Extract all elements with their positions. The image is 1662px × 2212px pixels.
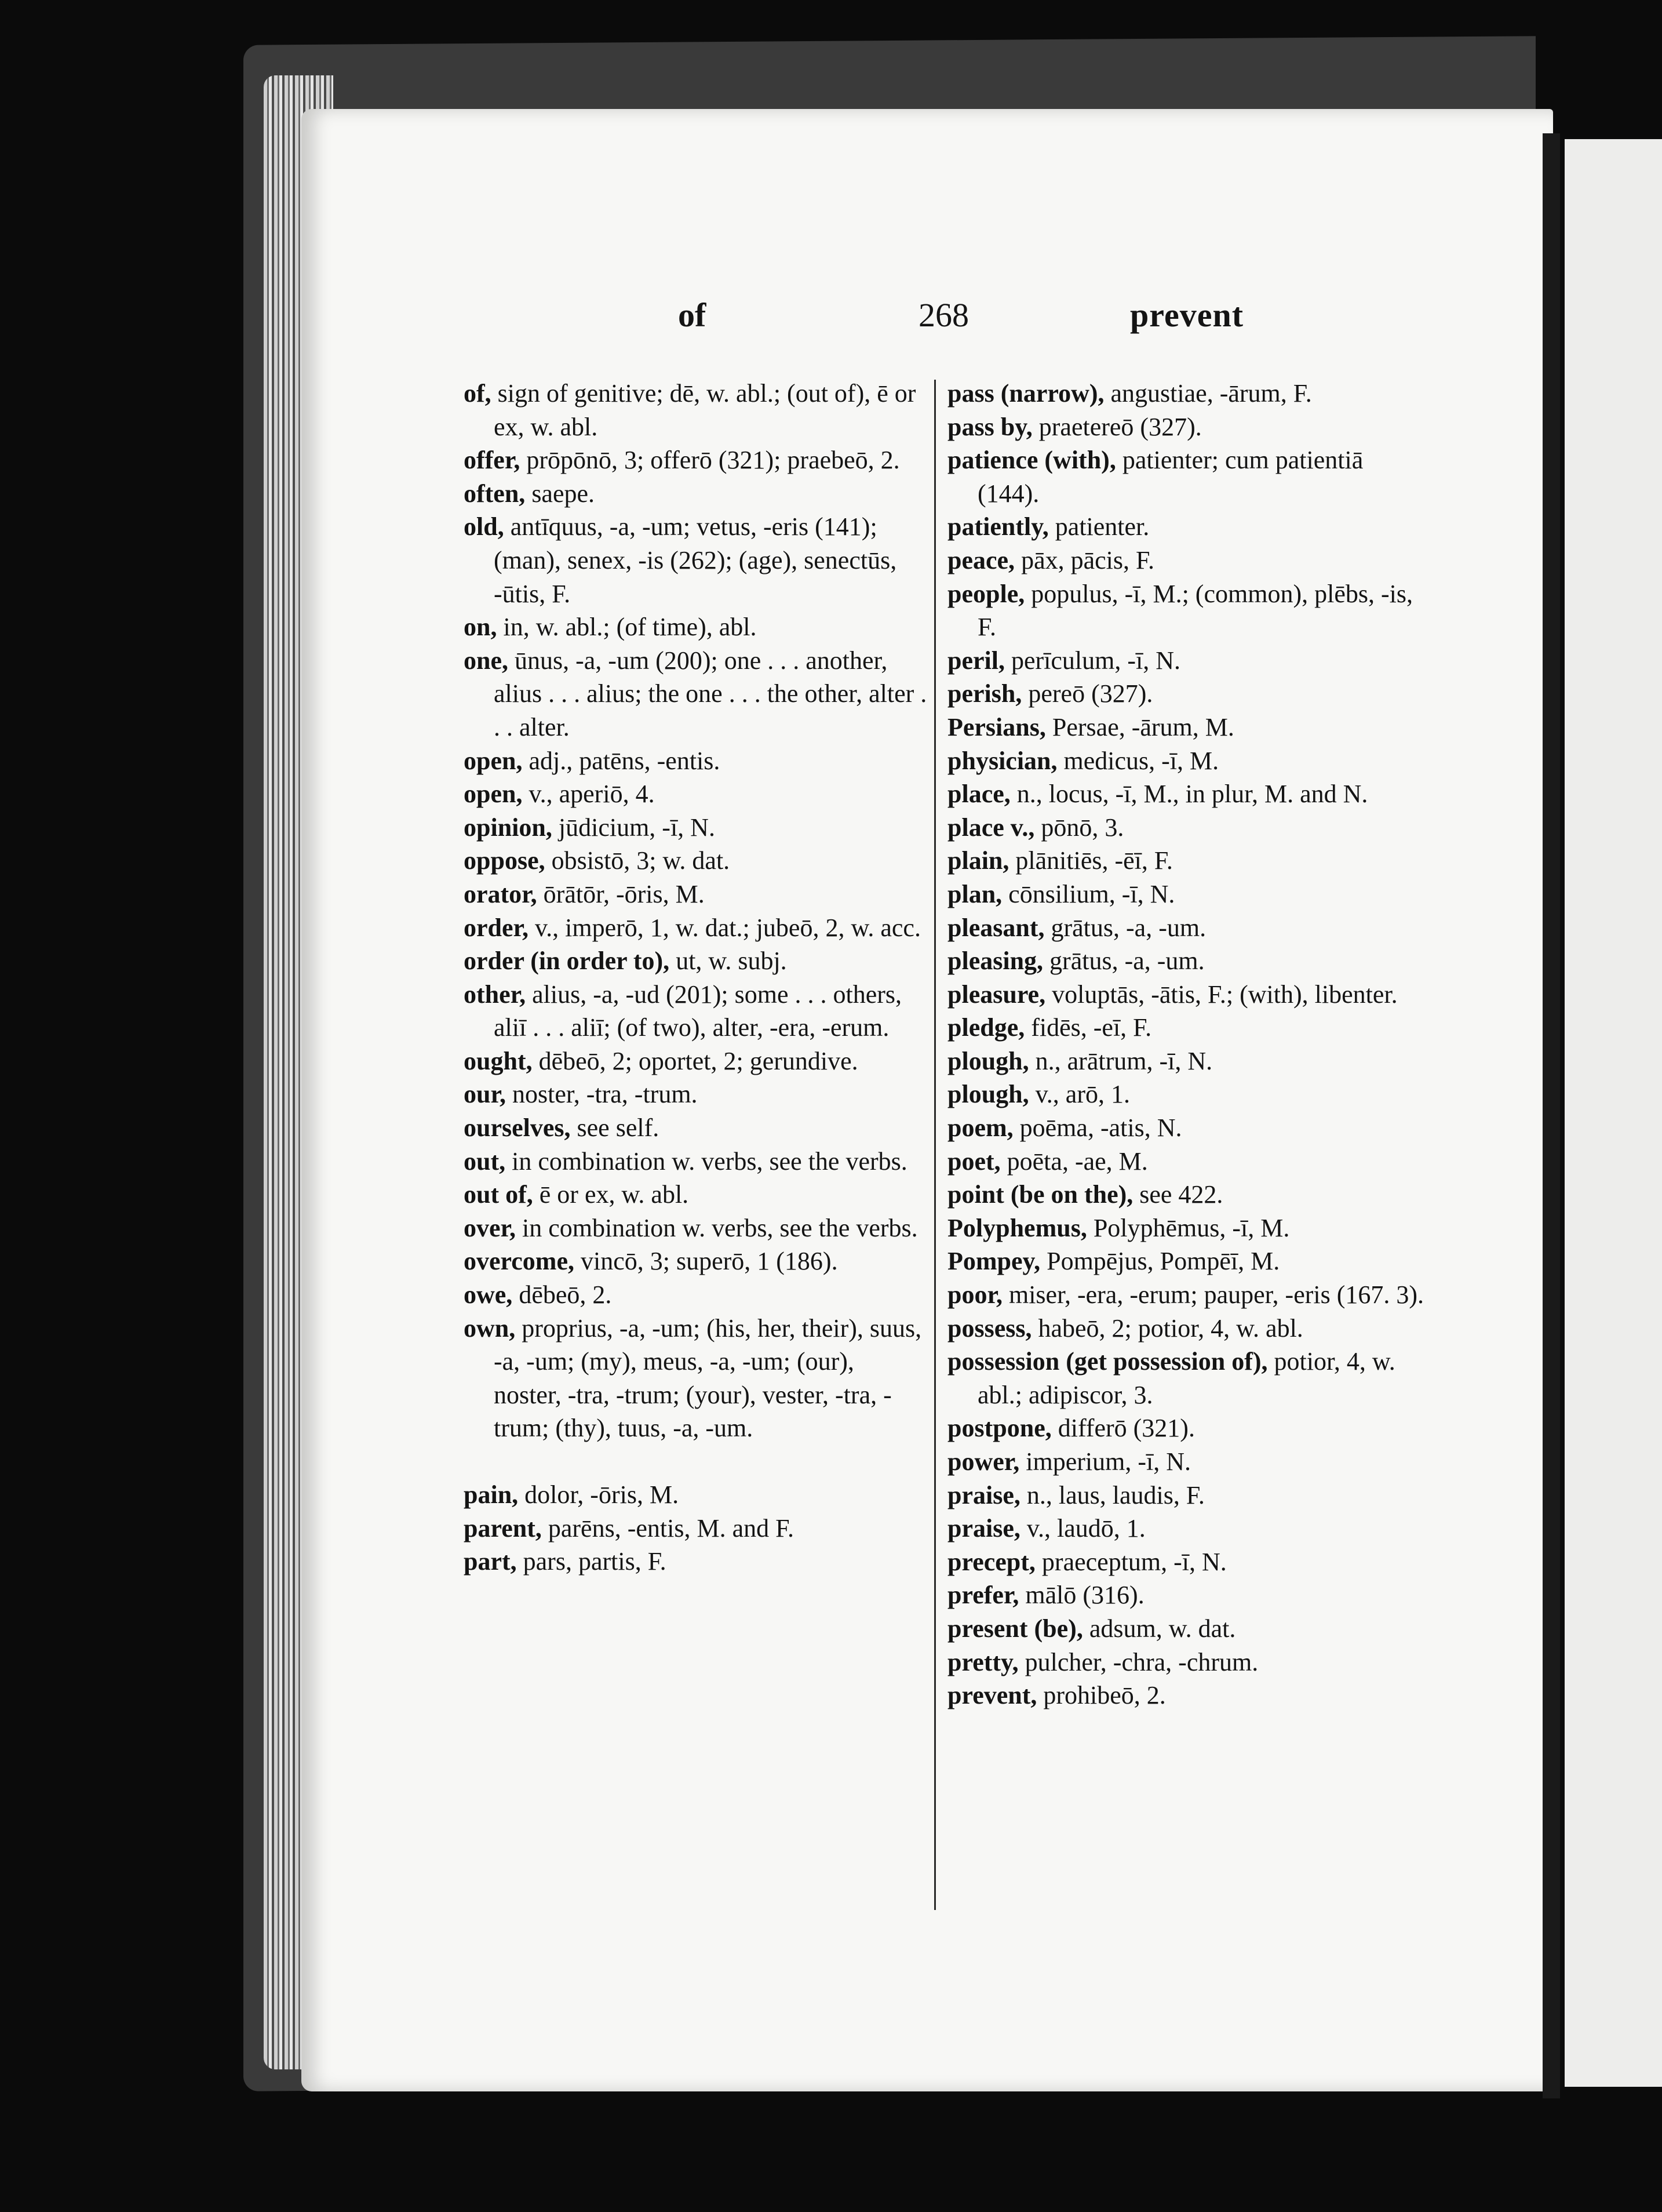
header-last-word: prevent	[1130, 296, 1244, 334]
left-column	[464, 377, 927, 1578]
entry-headword: part,	[464, 1547, 517, 1576]
dictionary-entry	[947, 1045, 1428, 1078]
dictionary-entry	[464, 944, 927, 978]
dictionary-entry	[947, 1345, 1428, 1411]
entry-headword: other,	[464, 980, 526, 1009]
entry-headword: possession (get possession of),	[947, 1347, 1268, 1376]
entry-definition: noster, -tra, -trum.	[505, 1080, 698, 1109]
entry-definition: jūdicium, -ī, N.	[552, 813, 715, 842]
entry-definition: pars, partis, F.	[516, 1547, 666, 1576]
entry-headword: point (be on the),	[947, 1180, 1133, 1209]
dictionary-entry	[947, 1211, 1428, 1245]
dictionary-entry	[947, 978, 1428, 1012]
entry-headword: patience (with),	[947, 446, 1116, 475]
entry-headword: our,	[464, 1080, 506, 1109]
dictionary-entry	[947, 1078, 1428, 1111]
dictionary-entry	[464, 878, 927, 911]
entry-headword: plough,	[947, 1080, 1029, 1109]
entry-headword: orator,	[464, 879, 537, 908]
entry-definition: adj., patēns, -entis.	[522, 746, 720, 775]
entry-headword: old,	[464, 512, 504, 541]
entry-definition: antīquus, -a, -um; vetus, -eris (141); (man), senex, -is (262); (age), senectūs, -ūtis, F.	[494, 512, 897, 608]
dictionary-entry	[464, 610, 927, 644]
entry-definition: n., laus, laudis, F.	[1020, 1480, 1205, 1509]
dictionary-entry	[947, 1578, 1428, 1612]
dictionary-entry	[947, 1545, 1428, 1579]
entry-headword: Polyphemus,	[947, 1213, 1087, 1242]
entry-definition: alius, -a, -ud (201); some . . . others, aliī . . . aliī; (of two), alter, -era, -erum.	[494, 980, 902, 1042]
entry-headword: oppose,	[464, 846, 545, 875]
dictionary-entry	[947, 811, 1428, 845]
dictionary-entry	[947, 577, 1428, 644]
entry-definition: populus, -ī, M.; (common), plēbs, -is, F.	[978, 579, 1413, 642]
entry-headword: order,	[464, 913, 529, 942]
dictionary-entry	[464, 777, 927, 811]
entry-definition: in combination w. verbs, see the verbs.	[516, 1213, 918, 1242]
dictionary-entry	[464, 1211, 927, 1245]
entry-headword: of,	[464, 379, 491, 408]
dictionary-entry	[947, 1445, 1428, 1479]
entry-headword: perish,	[947, 679, 1022, 708]
entry-definition: v., aperiō, 4.	[522, 780, 655, 809]
dictionary-entry	[947, 711, 1428, 744]
entry-headword: peril,	[947, 646, 1005, 675]
entry-definition: patienter.	[1048, 512, 1150, 541]
entry-definition: grātus, -a, -um.	[1043, 947, 1205, 976]
entry-headword: Pompey,	[947, 1247, 1041, 1276]
entry-headword: open,	[464, 780, 523, 809]
entry-headword: peace,	[947, 545, 1015, 574]
dictionary-entry	[947, 1245, 1428, 1278]
dictionary-entry	[947, 1479, 1428, 1512]
entry-definition: dēbeō, 2.	[512, 1280, 612, 1309]
header-first-word: of	[678, 296, 706, 334]
entry-headword: one,	[464, 646, 508, 675]
entry-definition: Pompējus, Pompēī, M.	[1040, 1247, 1280, 1276]
entry-headword: place v.,	[947, 813, 1035, 842]
dictionary-entry	[947, 1612, 1428, 1646]
entry-headword: ought,	[464, 1046, 533, 1075]
dictionary-entry	[947, 911, 1428, 945]
dictionary-entry	[464, 443, 927, 477]
dictionary-entry	[947, 677, 1428, 711]
entry-headword: on,	[464, 613, 497, 642]
entry-definition: mālō (316).	[1019, 1581, 1145, 1610]
dictionary-entry	[947, 844, 1428, 878]
entry-definition: grātus, -a, -um.	[1044, 913, 1207, 942]
dictionary-entry	[464, 978, 927, 1045]
entry-definition: sign of genitive; dē, w. abl.; (out of), ē or ex, w. abl.	[491, 379, 916, 441]
entry-definition: ūnus, -a, -um (200); one . . . another, alius . . . alius; the one . . . the other, alter . . . alter.	[494, 646, 927, 741]
dictionary-entry	[947, 1011, 1428, 1045]
dictionary-entry	[464, 1245, 927, 1278]
dictionary-entry	[947, 544, 1428, 577]
entry-headword: power,	[947, 1447, 1020, 1476]
entry-definition: pōnō, 3.	[1034, 813, 1124, 842]
entry-definition: fidēs, -eī, F.	[1025, 1013, 1152, 1042]
dictionary-entry	[947, 443, 1428, 510]
entry-headword: plough,	[947, 1046, 1029, 1075]
entry-headword: patiently,	[947, 512, 1049, 541]
dictionary-entry	[947, 510, 1428, 544]
entry-definition: poēta, -ae, M.	[1000, 1147, 1148, 1176]
dictionary-entry	[464, 510, 927, 610]
dictionary-entry	[947, 410, 1428, 444]
entry-definition: see self.	[570, 1114, 659, 1143]
entry-headword: pleasant,	[947, 913, 1045, 942]
entry-definition: angustiae, -ārum, F.	[1104, 379, 1312, 408]
right-column	[947, 377, 1428, 1712]
dictionary-entry	[464, 1312, 927, 1445]
dictionary-entry	[464, 1545, 927, 1578]
entry-headword: postpone,	[947, 1414, 1052, 1443]
entry-headword: opinion,	[464, 813, 552, 842]
entry-definition: parēns, -entis, M. and F.	[541, 1514, 794, 1542]
entry-definition: dēbeō, 2; oportet, 2; gerundive.	[532, 1046, 858, 1075]
entry-headword: praise,	[947, 1514, 1020, 1543]
dictionary-entry	[464, 1078, 927, 1111]
entry-definition: praeceptum, -ī, N.	[1035, 1547, 1227, 1576]
dictionary-entry	[464, 911, 927, 945]
entry-definition: Polyphēmus, -ī, M.	[1087, 1213, 1290, 1242]
entry-definition: prohibeō, 2.	[1037, 1681, 1166, 1710]
entry-headword: prevent,	[947, 1681, 1037, 1710]
entry-definition: medicus, -ī, M.	[1057, 746, 1219, 775]
entry-headword: poor,	[947, 1280, 1003, 1309]
dictionary-entry	[464, 1178, 927, 1211]
dictionary-entry	[464, 377, 927, 443]
entry-definition: miser, -era, -erum; pauper, -eris (167. 3).	[1002, 1280, 1424, 1309]
entry-definition: vincō, 3; superō, 1 (186).	[574, 1247, 838, 1276]
entry-headword: present (be),	[947, 1614, 1083, 1643]
page-number: 268	[919, 296, 969, 334]
dictionary-entry	[947, 1111, 1428, 1145]
entry-headword: poet,	[947, 1147, 1001, 1176]
dictionary-entry	[947, 1512, 1428, 1545]
entry-headword: ourselves,	[464, 1114, 571, 1143]
dictionary-entry	[947, 744, 1428, 778]
dictionary-entry	[947, 644, 1428, 678]
dictionary-entry	[947, 1646, 1428, 1679]
entry-definition: voluptās, -ātis, F.; (with), libenter.	[1045, 980, 1398, 1009]
dictionary-entry	[464, 1111, 927, 1145]
dictionary-entry	[464, 1045, 927, 1078]
dictionary-entry	[464, 1512, 927, 1545]
dictionary-entry	[947, 1312, 1428, 1345]
dictionary-entry	[947, 1278, 1428, 1312]
dictionary-entry	[464, 477, 927, 511]
entry-headword: order (in order to),	[464, 947, 670, 976]
dictionary-entry	[464, 1478, 927, 1512]
entry-definition: habeō, 2; potior, 4, w. abl.	[1032, 1314, 1303, 1343]
entry-definition: v., laudō, 1.	[1020, 1514, 1146, 1543]
running-header	[0, 296, 1662, 342]
entry-headword: pledge,	[947, 1013, 1025, 1042]
entry-headword: pleasing,	[947, 947, 1044, 976]
entry-definition: n., arātrum, -ī, N.	[1029, 1046, 1213, 1075]
entry-headword: offer,	[464, 446, 520, 475]
entry-definition: see 422.	[1133, 1180, 1223, 1209]
dictionary-entry	[464, 1278, 927, 1312]
entry-headword: pass (narrow),	[947, 379, 1105, 408]
entry-headword: pain,	[464, 1480, 519, 1509]
entry-definition: proprius, -a, -um; (his, her, their), suus, -a, -um; (my), meus, -a, -um; (our), noster, -tra, -trum; (your), vester, -tra, -trum; (thy), tuus, -a, -um.	[494, 1314, 922, 1443]
entry-definition: plānitiēs, -ēī, F.	[1009, 846, 1173, 875]
entry-definition: differō (321).	[1051, 1414, 1195, 1443]
entry-definition: in combination w. verbs, see the verbs.	[505, 1147, 907, 1176]
entry-headword: poem,	[947, 1114, 1014, 1143]
entry-definition: ōrātōr, -ōris, M.	[537, 879, 705, 908]
entry-headword: out of,	[464, 1180, 533, 1209]
entry-headword: physician,	[947, 746, 1058, 775]
section-gap	[464, 1445, 927, 1478]
entry-headword: pleasure,	[947, 980, 1046, 1009]
entry-definition: imperium, -ī, N.	[1019, 1447, 1191, 1476]
entry-headword: out,	[464, 1147, 506, 1176]
entry-headword: owe,	[464, 1280, 513, 1309]
book-gutter	[1543, 133, 1560, 2098]
entry-definition: pāx, pācis, F.	[1015, 545, 1154, 574]
entry-definition: n., locus, -ī, M., in plur, M. and N.	[1010, 780, 1368, 809]
dictionary-entry	[947, 1178, 1428, 1211]
dictionary-entry	[947, 777, 1428, 811]
entry-definition: Persae, -ārum, M.	[1045, 712, 1234, 741]
entry-headword: parent,	[464, 1514, 542, 1542]
entry-headword: praise,	[947, 1480, 1020, 1509]
entry-headword: people,	[947, 579, 1025, 608]
entry-definition: saepe.	[525, 479, 595, 508]
entry-headword: overcome,	[464, 1247, 574, 1276]
entry-headword: over,	[464, 1213, 516, 1242]
entry-definition: poēma, -atis, N.	[1013, 1114, 1182, 1143]
entry-headword: plain,	[947, 846, 1009, 875]
dictionary-entry	[464, 644, 927, 744]
dictionary-entry	[947, 1145, 1428, 1178]
entry-headword: possess,	[947, 1314, 1032, 1343]
entry-headword: own,	[464, 1314, 516, 1343]
entry-definition: cōnsilium, -ī, N.	[1002, 879, 1175, 908]
entry-headword: precept,	[947, 1547, 1036, 1576]
entry-definition: pulcher, -chra, -chrum.	[1018, 1647, 1259, 1676]
entry-headword: place,	[947, 780, 1011, 809]
dictionary-entry	[947, 878, 1428, 911]
entry-headword: often,	[464, 479, 526, 508]
entry-definition: potior, 4, w. abl.; adipiscor, 3.	[978, 1347, 1395, 1409]
entry-definition: pereō (327).	[1022, 679, 1153, 708]
dictionary-entry	[464, 744, 927, 778]
dictionary-entry	[464, 811, 927, 845]
entry-headword: pretty,	[947, 1647, 1019, 1676]
dictionary-entry	[947, 1679, 1428, 1712]
entry-definition: patienter; cum patientiā (144).	[978, 446, 1364, 508]
entry-definition: praetereō (327).	[1032, 412, 1202, 441]
entry-definition: ut, w. subj.	[669, 947, 787, 976]
entry-headword: plan,	[947, 879, 1003, 908]
dictionary-entry	[947, 377, 1428, 410]
entry-definition: adsum, w. dat.	[1083, 1614, 1236, 1643]
entry-definition: in, w. abl.; (of time), abl.	[497, 613, 757, 642]
entry-headword: pass by,	[947, 412, 1033, 441]
dictionary-entry	[464, 844, 927, 878]
column-divider	[934, 380, 936, 1910]
facing-page-edge	[1565, 139, 1662, 2087]
entry-definition: dolor, -ōris, M.	[518, 1480, 679, 1509]
entry-definition: v., imperō, 1, w. dat.; jubeō, 2, w. acc.	[529, 913, 921, 942]
entry-definition: ē or ex, w. abl.	[533, 1180, 689, 1209]
dictionary-entry	[947, 944, 1428, 978]
dictionary-entry	[464, 1145, 927, 1178]
entry-definition: obsistō, 3; w. dat.	[545, 846, 730, 875]
entry-definition: prōpōnō, 3; offerō (321); praebeō, 2.	[520, 446, 900, 475]
entry-definition: v., arō, 1.	[1029, 1080, 1130, 1109]
dictionary-entry	[947, 1411, 1428, 1445]
entry-headword: open,	[464, 746, 523, 775]
entry-definition: perīculum, -ī, N.	[1004, 646, 1181, 675]
entry-headword: prefer,	[947, 1581, 1019, 1610]
entry-headword: Persians,	[947, 712, 1046, 741]
